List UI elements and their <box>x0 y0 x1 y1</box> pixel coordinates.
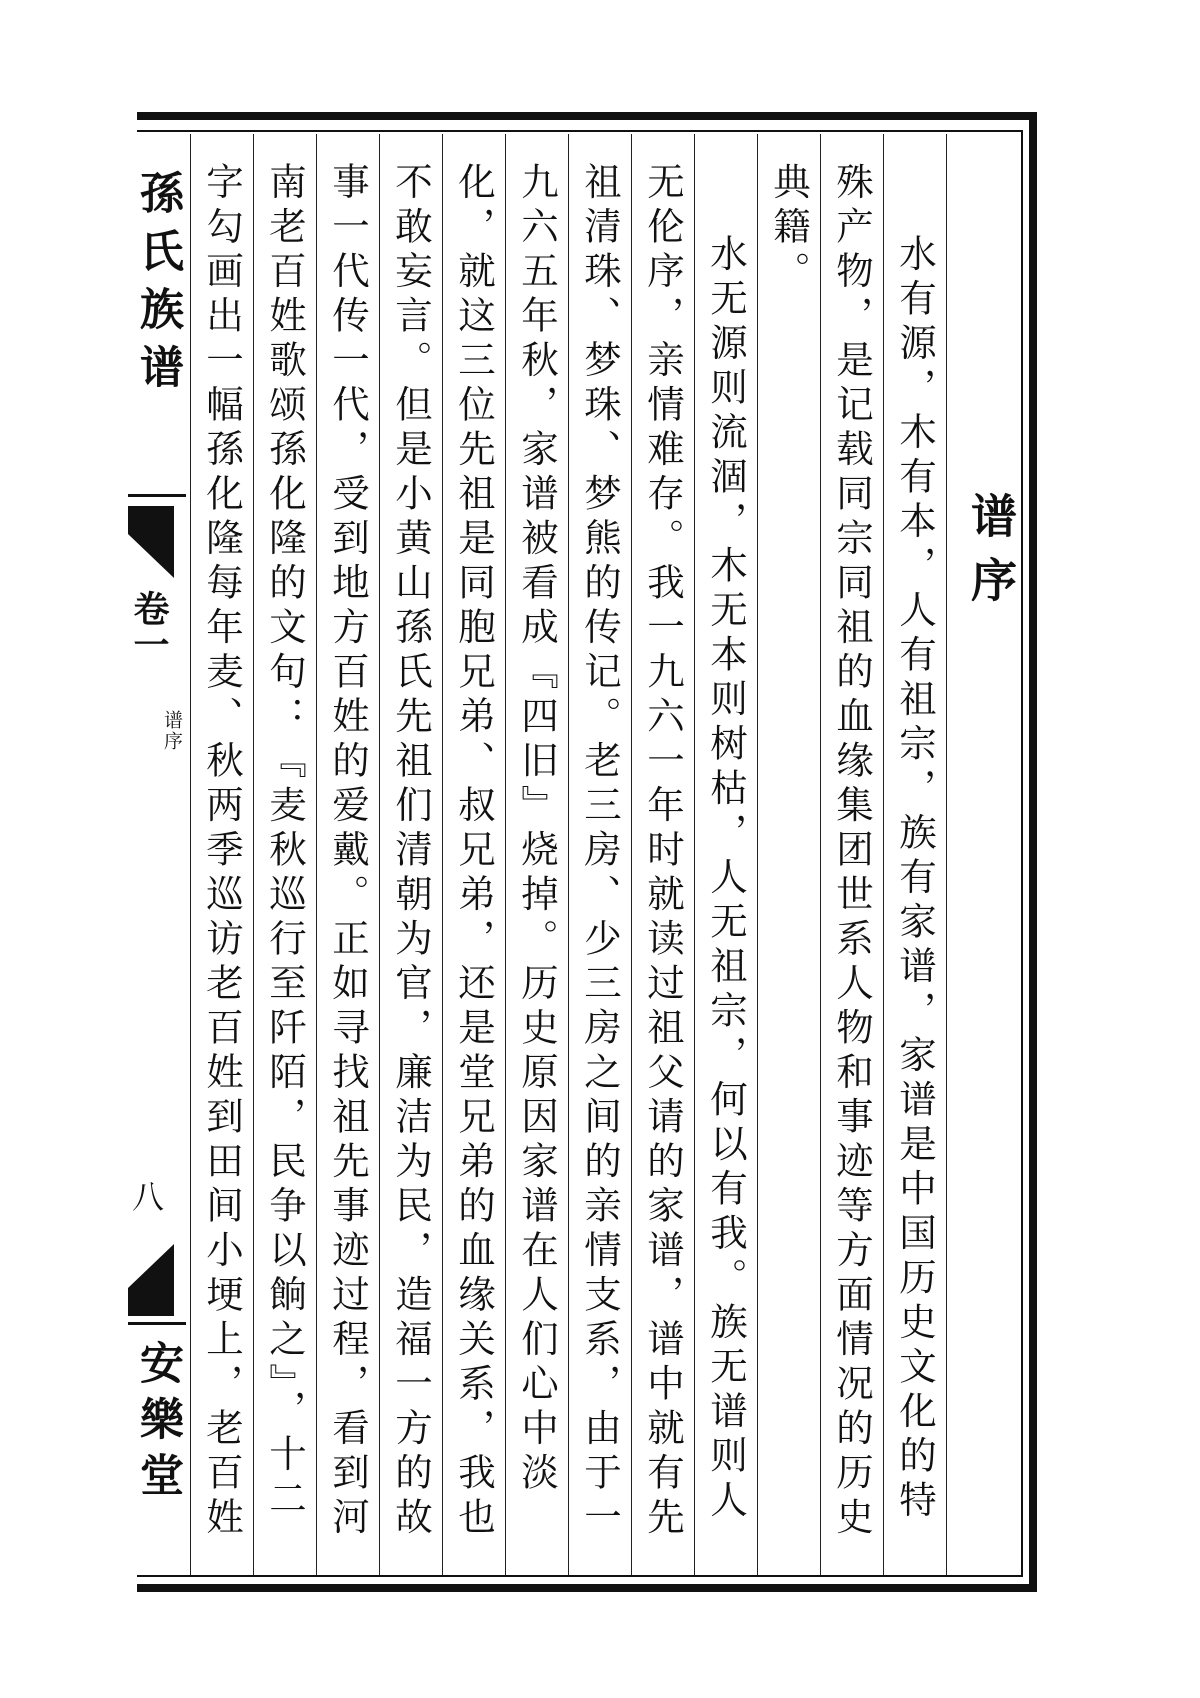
text-column <box>442 134 505 1575</box>
text-column <box>883 134 946 1575</box>
text-column <box>379 134 442 1575</box>
margin-book-title: 孫氏族谱 <box>132 170 183 402</box>
column-text: 殊产物，是记载同宗同祖的血缘集团世系人物和事迹等方面情况的历史 <box>830 162 874 1542</box>
lower-fishtail-mark <box>128 1244 188 1316</box>
upper-fishtail-mark <box>128 506 188 578</box>
text-column <box>253 134 316 1575</box>
text-column <box>757 134 820 1575</box>
column-text: 水有源，木有本，人有祖宗，族有家谱，家谱是中国历史文化的特 <box>893 234 937 1525</box>
margin-volume: 卷一 <box>128 590 169 662</box>
title-column <box>946 134 1022 1575</box>
column-text: 祖清珠、梦珠、梦熊的传记。老三房、少三房之间的亲情支系，由于一 <box>578 162 622 1542</box>
text-column <box>568 134 631 1575</box>
column-text: 九六五年秋，家谱被看成『四旧』烧掉。历史原因家谱在人们心中淡 <box>515 162 559 1497</box>
text-column <box>505 134 568 1575</box>
column-text: 化，就这三位先祖是同胞兄弟、叔兄弟，还是堂兄弟的血缘关系，我也 <box>452 162 496 1542</box>
margin-section-name: 谱序 <box>161 710 183 752</box>
column-text: 字勾画出一幅孫化隆每年麦、秋两季巡访老百姓到田间小埂上，老百姓 <box>200 162 244 1542</box>
margin-divider-lower <box>128 1322 186 1325</box>
column-text: 典籍。 <box>767 162 811 296</box>
margin-page-number: 八 <box>127 1180 165 1212</box>
column-text: 事一代传一代，受到地方百姓的爱戴。正如寻找祖先事迹过程，看到河 <box>326 162 370 1542</box>
margin-divider <box>128 494 186 497</box>
margin-hall-name: 安樂堂 <box>132 1340 183 1508</box>
text-column <box>694 134 757 1575</box>
column-text: 无伦序，亲情难存。我一九六一年时就读过祖父请的家谱，谱中就有先 <box>641 162 685 1542</box>
column-text: 南老百姓歌颂孫化隆的文句：『麦秋巡行至阡陌，民争以餉之』，十二 <box>263 162 307 1523</box>
page-title: 谱序 <box>964 492 1018 620</box>
text-column <box>631 134 694 1575</box>
text-column <box>820 134 883 1575</box>
text-column <box>316 134 379 1575</box>
text-column-last-wrap <box>190 134 253 1575</box>
column-text: 不敢妄言。但是小黄山孫氏先祖们清朝为官，廉洁为民，造福一方的故 <box>389 162 433 1542</box>
column-text: 水无源则流涸，木无本则树枯，人无祖宗，何以有我。族无谱则人 <box>704 234 748 1525</box>
